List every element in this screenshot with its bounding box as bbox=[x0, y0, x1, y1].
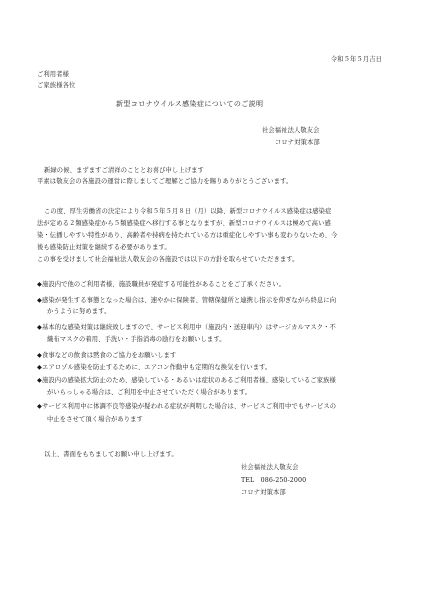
sender-org-bottom: 社会福祉法人敬友会 bbox=[241, 464, 299, 471]
body-line-2: 法が定める２類感染症から５類感染症へ移行する事となりますが、新型コロナウイルスは極めて高い感 bbox=[37, 220, 331, 227]
bullet-item-7: ◆サービス利用中に体調不良等感染が疑われる症状が判明した場合は、サービスご利用中でもサービスの bbox=[37, 403, 337, 410]
bullet-item-4: ◆食事などの飲食は黙食のご協力をお願いします bbox=[37, 352, 177, 359]
document-date: 令和５年５月吉日 bbox=[330, 56, 382, 63]
bullet-item-6-cont: がいらっしゃる場合は、ご利用を中止させていただく場合があります。 bbox=[47, 389, 252, 396]
recipient-line-2: ご家族様各位 bbox=[37, 82, 76, 89]
body-line-3: 染・伝播しやすい特性があり、高齢者や持病を持たれている方は重症化しやすい事も変わりないため、今 bbox=[37, 232, 338, 239]
greeting-line-1: 新緑の候、まずますご清祥のこととお喜び申し上げます bbox=[44, 167, 204, 174]
bullet-item-1: ◆施設内で他のご利用者様、施設職員が発症する可能性があることをご了承ください。 bbox=[37, 281, 286, 288]
bullet-item-2-cont: かうように努めます。 bbox=[47, 308, 111, 315]
closing-line: 以上、書面をもちましてお願い申し上げます。 bbox=[44, 451, 178, 458]
sender-tel-bottom: TEL 086-250-2000 bbox=[241, 477, 307, 484]
bullet-item-3: ◆基本的な感染対策は継続致しますので、サービス利用中（施設内・送迎車内）はサージカルマスク・不 bbox=[37, 324, 336, 331]
recipient-line-1: ご利用者様 bbox=[37, 71, 69, 78]
bullet-item-5: ◆エアロゾル感染を防止するために、エアコン作動中も定期的な換気を行います。 bbox=[37, 364, 272, 371]
body-line-5: この事を受けまして社会福祉法人敬友会の各施設では以下の方針を取らせていただきます。 bbox=[37, 256, 299, 263]
body-line-1: この度、厚生労働省の決定により令和５年５月８日（月）以降、新型コロナウイルス感染症は感染症 bbox=[44, 208, 332, 215]
greeting-line-2: 平素は敬友会の各施設の運営に際しましてご理解とご協力を賜りありがとうございます。 bbox=[37, 178, 293, 185]
bullet-item-2: ◆感染が発生する事態となった場合は、速やかに保険者、管轄保健所と連携し指示を仰ぎながら終息に向 bbox=[37, 297, 337, 304]
sender-dept-bottom: コロナ対策本部 bbox=[241, 489, 286, 496]
bullet-item-3-cont: 織布マスクの着用、手洗い・手指消毒の励行をお願いします。 bbox=[47, 336, 226, 343]
bullet-item-7-cont: 中止をさせて頂く場合があります bbox=[47, 416, 143, 423]
document-title: 新型コロナウイルス感染症についてのご説明 bbox=[116, 100, 264, 108]
sender-org-top: 社会福祉法人敬友会 bbox=[262, 127, 320, 134]
body-line-4: 後も感染防止対策を継続する必要があります。 bbox=[37, 244, 171, 251]
sender-dept-top: コロナ対策本部 bbox=[275, 139, 320, 146]
bullet-item-6: ◆施設内の感染拡大防止のため、感染している・あるいは症状のあるご利用者様、感染しているご家族様 bbox=[37, 377, 336, 384]
